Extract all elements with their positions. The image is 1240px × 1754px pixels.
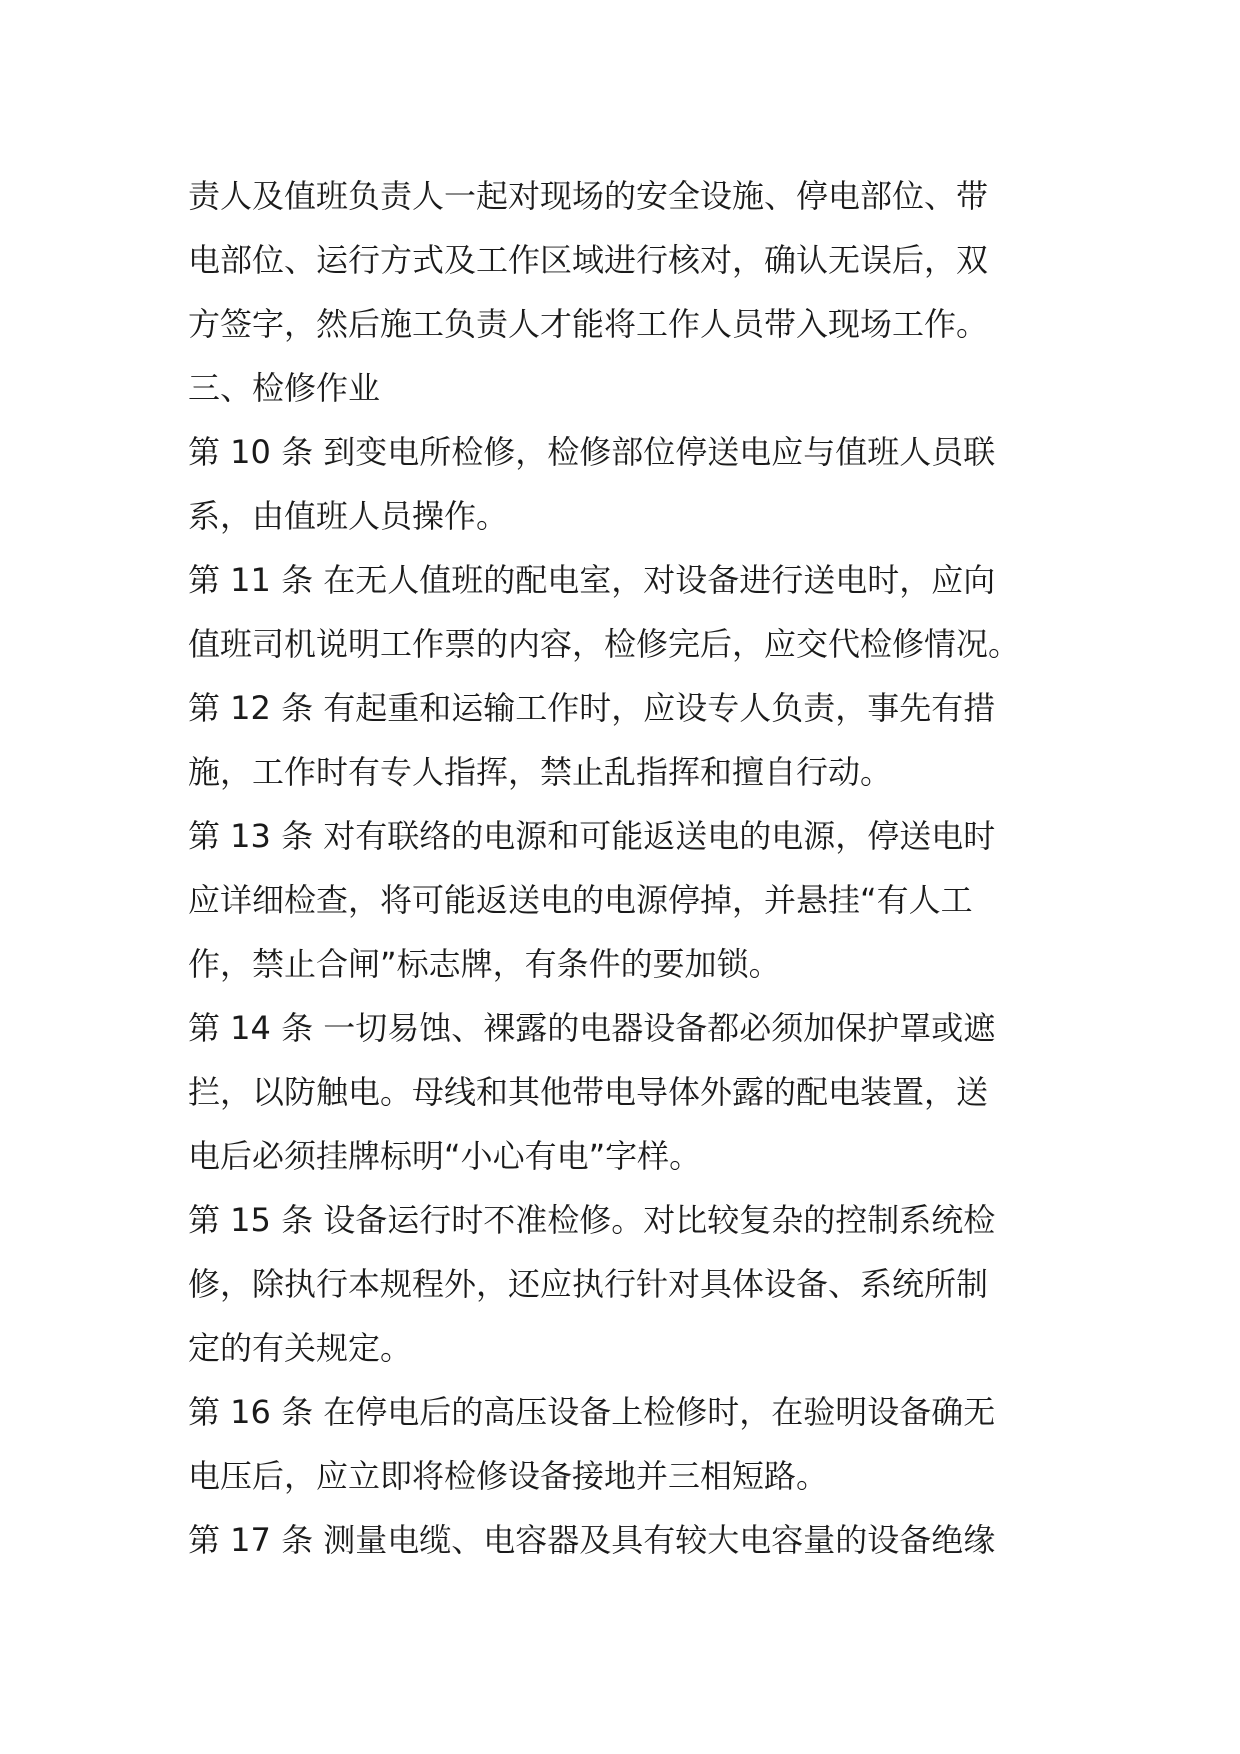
article-17-line-1: 第 17 条 测量电缆、电容器及具有较大电容量的设备绝缘 <box>188 1521 996 1559</box>
article-14-line-3: 电后必须挂牌标明“小心有电”字样。 <box>188 1137 702 1175</box>
text-line-3: 方签字，然后施工负责人才能将工作人员带入现场工作。 <box>188 305 989 343</box>
article-10-line-1: 第 10 条 到变电所检修，检修部位停送电应与值班人员联 <box>188 433 996 471</box>
article-13-line-2: 应详细检查，将可能返送电的电源停掉，并悬挂“有人工 <box>188 881 973 919</box>
article-16-line-1: 第 16 条 在停电后的高压设备上检修时，在验明设备确无 <box>188 1393 996 1431</box>
article-11-line-1: 第 11 条 在无人值班的配电室，对设备进行送电时，应向 <box>188 561 996 599</box>
article-15-line-3: 定的有关规定。 <box>188 1329 413 1367</box>
article-12-line-2: 施，工作时有专人指挥，禁止乱指挥和擅自行动。 <box>188 753 893 791</box>
article-15-line-1: 第 15 条 设备运行时不准检修。对比较复杂的控制系统检 <box>188 1201 996 1239</box>
article-12-line-1: 第 12 条 有起重和运输工作时，应设专人负责，事先有措 <box>188 689 996 727</box>
article-16-line-2: 电压后，应立即将检修设备接地并三相短路。 <box>188 1457 829 1495</box>
article-14-line-2: 拦，以防触电。母线和其他带电导体外露的配电装置，送 <box>188 1073 989 1111</box>
article-13-line-3: 作，禁止合闸”标志牌，有条件的要加锁。 <box>188 945 781 983</box>
text-line-1: 责人及值班负责人一起对现场的安全设施、停电部位、带 <box>188 177 989 215</box>
section-heading: 三、检修作业 <box>188 369 381 407</box>
article-14-line-1: 第 14 条 一切易蚀、裸露的电器设备都必须加保护罩或遮 <box>188 1009 996 1047</box>
article-15-line-2: 修，除执行本规程外，还应执行针对具体设备、系统所制 <box>188 1265 989 1303</box>
text-line-2: 电部位、运行方式及工作区域进行核对，确认无误后，双 <box>188 241 989 279</box>
article-11-line-2: 值班司机说明工作票的内容，检修完后，应交代检修情况。 <box>188 625 1021 663</box>
article-10-line-2: 系，由值班人员操作。 <box>188 497 509 535</box>
article-13-line-1: 第 13 条 对有联络的电源和可能返送电的电源，停送电时 <box>188 817 996 855</box>
